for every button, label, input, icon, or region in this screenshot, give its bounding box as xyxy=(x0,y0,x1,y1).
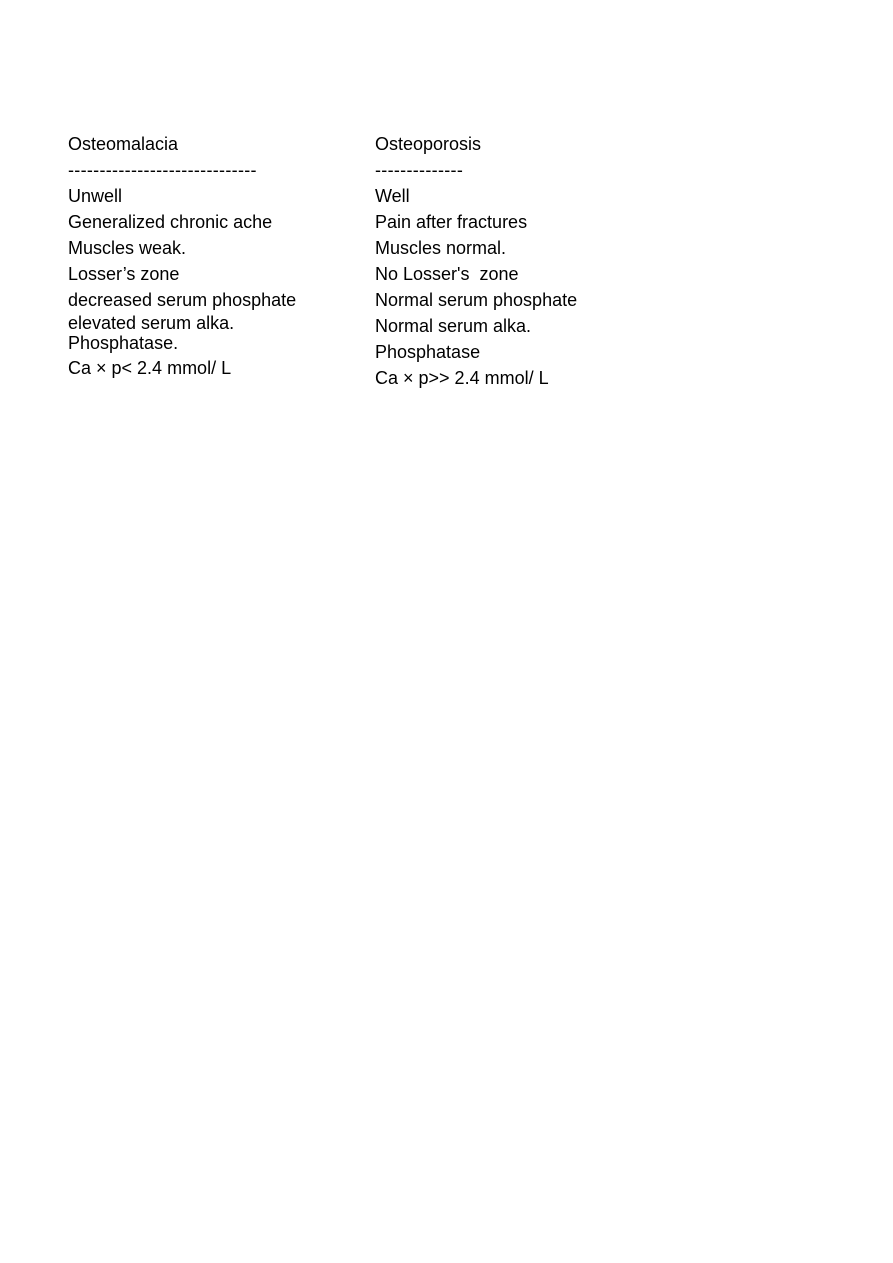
osteoporosis-column xyxy=(375,131,675,391)
list-item: decreased serum phosphate xyxy=(68,290,297,310)
list-item: Muscles weak. xyxy=(68,238,187,258)
column-heading: Osteoporosis xyxy=(375,134,482,154)
list-item: No Losser's zone xyxy=(375,264,519,284)
list-item: Generalized chronic ache xyxy=(68,212,273,232)
heading-underline: ------------------------------ xyxy=(68,160,257,180)
list-item: Normal serum phosphate xyxy=(375,290,578,310)
list-item: Phosphatase xyxy=(375,342,481,362)
list-item: Pain after fractures xyxy=(375,212,528,232)
list-item: Ca × p< 2.4 mmol/ L xyxy=(68,358,232,378)
osteomalacia-column xyxy=(68,131,358,381)
list-item: Unwell xyxy=(68,186,123,206)
list-item: Muscles normal. xyxy=(375,238,507,258)
list-item: Losser’s zone xyxy=(68,264,180,284)
list-item: elevated serum alka. xyxy=(68,313,235,333)
column-heading: Osteomalacia xyxy=(68,134,179,154)
list-item: Phosphatase. xyxy=(68,333,179,353)
list-item: Well xyxy=(375,186,410,206)
list-item: Ca × p>> 2.4 mmol/ L xyxy=(375,368,549,388)
heading-underline: -------------- xyxy=(375,160,464,180)
list-item: Normal serum alka. xyxy=(375,316,532,336)
